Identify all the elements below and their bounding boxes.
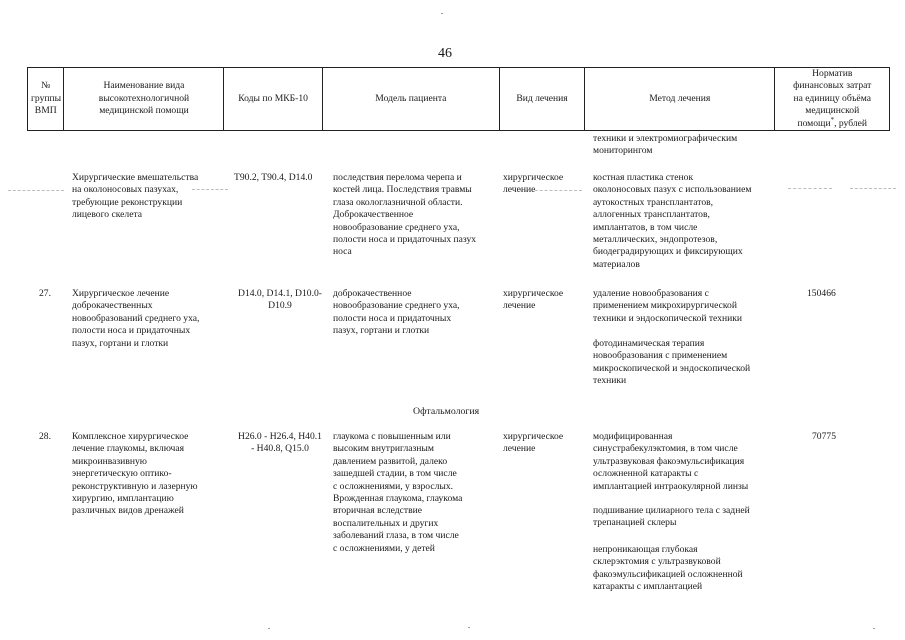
scan-speck: [873, 628, 875, 629]
scan-speck: [268, 628, 270, 629]
row-a-icd-codes: T90.2, T90.4, D14.0: [234, 172, 313, 183]
row-28-icd-codes: H26.0 - H26.4, H40.1 - H40.8, Q15.0: [238, 431, 322, 455]
header-treatment-kind: Вид лечения: [499, 68, 584, 131]
row-27-treatment-method-1: удаление новообразования с применением микрохирургической техники и эндоскопической техники: [593, 288, 743, 324]
row-28-patient-model: глаукома с повышенным или высоким внутриглазным давлением развитой, далеко зашедшей стадии, в том числе с осложнениями, у взрослых. Врожденная глаукома, глаукома вторичная вследствие воспалительных и других заболеваний глаза, в том числе с осложнениями, у детей: [333, 431, 463, 554]
row-27-treatment-kind: хирургическое лечение: [503, 288, 564, 312]
row-a-treatment-kind: хирургическое лечение: [503, 172, 564, 196]
header-care-type: Наименование вида высокотехнологичной медицинской помощи: [64, 68, 224, 131]
scan-artifact-line: [520, 190, 582, 191]
row-27-treatment-method-2: фотодинамическая терапия новообразования с применением микроскопической и эндоскопической техники: [593, 338, 751, 387]
header-treatment-method: Метод лечения: [585, 68, 775, 131]
row-27-cost-norm: 150466: [807, 288, 836, 299]
row-28-treatment-method-1: модифицированная синустрабекулэктомия, в том числе ультразвуковая факоэмульсификация осложненной катаракты с имплантацией интраокулярной линзы: [593, 431, 749, 492]
section-title: Офтальмология: [413, 406, 480, 417]
page-number: 46: [438, 46, 452, 61]
scan-artifact-line: [192, 189, 228, 190]
row-27-number: 27.: [39, 288, 51, 299]
row-28-treatment-method-3: непроникающая глубокая склерэктомия с ультразвуковой факоэмульсификацией осложненной катаракты с имплантацией: [593, 544, 743, 593]
header-cost-norm: Норматив финансовых затрат на единицу объёма медицинской помощи*, рублей: [775, 68, 890, 131]
header-icd-codes: Коды по МКБ-10: [224, 68, 322, 131]
scan-artifact-line: [788, 188, 832, 189]
row-a-care-type: Хирургические вмешательства на околоносовых пазухах, требующие реконструкции лицевого скелета: [72, 172, 199, 221]
header-group-number: № группы ВМП: [28, 68, 64, 131]
row-27-care-type: Хирургическое лечение доброкачественных новообразований среднего уха, полости носа и придаточных пазух, гортани и глотки: [72, 288, 200, 349]
row-a-treatment-method: костная пластика стенок околоносовых пазух с использованием аутокостных трансплантатов, аллогенных трансплантатов, имплантатов, в том числе металлических, эндопротезов, биодеградирующих и фиксирующих материалов: [593, 172, 752, 270]
row-27-icd-codes: D14.0, D14.1, D10.0- D10.9: [238, 288, 322, 312]
continuation-method: техники и электромиографическим мониторингом: [593, 133, 738, 157]
row-a-patient-model: последствия перелома черепа и костей лица. Последствия травмы глаза окологлазничной области. Доброкачественное новообразование среднего уха, полости носа и придаточных пазух носа: [333, 172, 477, 258]
row-28-care-type: Комплексное хирургическое лечение глаукомы, включая микроинвазивную энергетическую оптико- реконструктивную и лазерную хирургию, имплантацию различных видов дренажей: [72, 431, 198, 517]
row-28-treatment-method-2: подшивание цилиарного тела с задней трепанацией склеры: [593, 505, 750, 529]
scan-artifact-line: [850, 188, 896, 189]
table-header: [27, 67, 890, 131]
scan-speck: [441, 13, 443, 14]
row-28-treatment-kind: хирургическое лечение: [503, 431, 564, 455]
scan-artifact-line: [8, 190, 64, 191]
row-28-cost-norm: 70775: [812, 431, 836, 442]
row-28-number: 28.: [39, 431, 51, 442]
header-patient-model: Модель пациента: [322, 68, 499, 131]
row-27-patient-model: доброкачественное новообразование среднего уха, полости носа и придаточных пазух, гортани и глотки: [333, 288, 460, 337]
scan-speck: [468, 627, 470, 628]
